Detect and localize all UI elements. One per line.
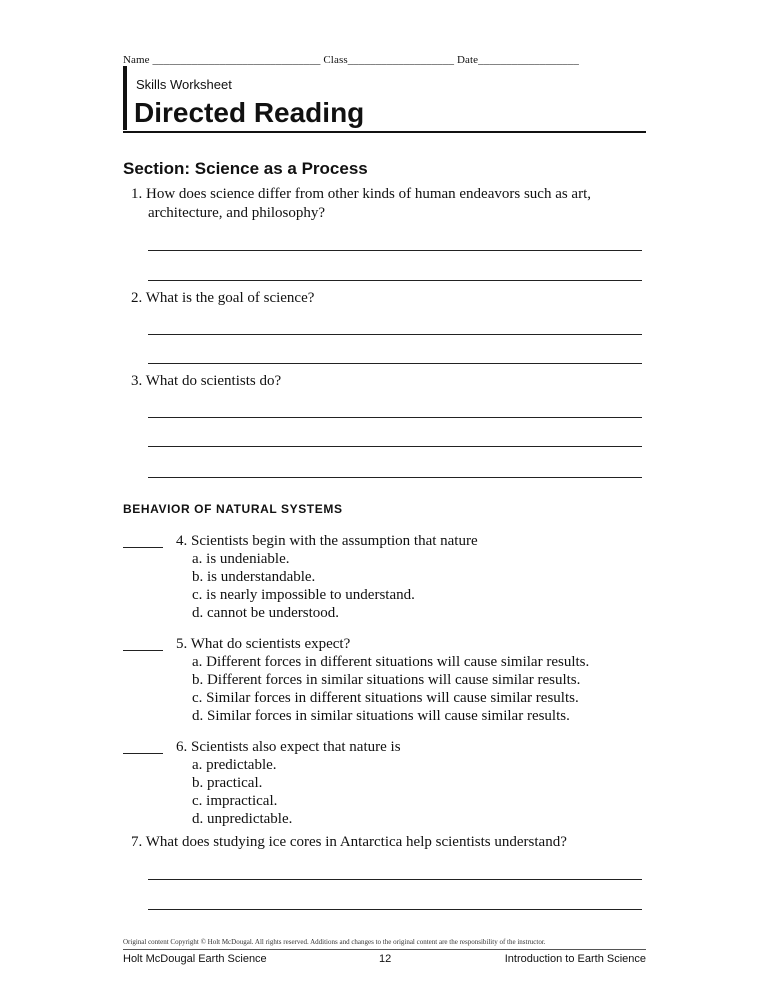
answer-line[interactable] [148, 334, 642, 335]
question-5-option-a: a. Different forces in different situations will cause similar results. [192, 654, 590, 670]
question-4-option-a: a. is undeniable. [192, 551, 290, 567]
footer-book-title: Holt McDougal Earth Science [123, 953, 267, 965]
page-title: Directed Reading [134, 97, 365, 128]
question-4-stem: 4. Scientists begin with the assumption that nature [176, 533, 478, 549]
question-5-stem: 5. What do scientists expect? [176, 636, 351, 652]
question-5-option-d: d. Similar forces in similar situations will cause similar results. [192, 708, 570, 724]
question-4-option-c: c. is nearly impossible to understand. [192, 587, 415, 603]
answer-line[interactable] [148, 909, 642, 910]
answer-blank[interactable] [123, 547, 163, 548]
answer-line[interactable] [148, 879, 642, 880]
answer-line[interactable] [148, 250, 642, 251]
question-6-stem: 6. Scientists also expect that nature is [176, 739, 401, 755]
question-6-option-b: b. practical. [192, 775, 263, 791]
worksheet-type: Skills Worksheet [136, 77, 232, 92]
question-1-line-2: architecture, and philosophy? [148, 205, 326, 221]
answer-line[interactable] [148, 477, 642, 478]
answer-blank[interactable] [123, 753, 163, 754]
question-4-option-b: b. is understandable. [192, 569, 316, 585]
answer-line[interactable] [148, 446, 642, 447]
answer-line[interactable] [148, 363, 642, 364]
question-6-option-c: c. impractical. [192, 793, 278, 809]
footer-chapter-title: Introduction to Earth Science [504, 953, 646, 965]
question-3: 3. What do scientists do? [131, 373, 282, 389]
question-4-option-d: d. cannot be understood. [192, 605, 340, 621]
subheading: BEHAVIOR OF NATURAL SYSTEMS [123, 502, 343, 516]
question-6-option-a: a. predictable. [192, 757, 277, 773]
question-6-option-d: d. unpredictable. [192, 811, 293, 827]
name-class-date-line: Name ______________________________ Class___________________ Date__________________ [123, 54, 579, 66]
question-1-line-1: 1. How does science differ from other kinds of human endeavors such as art, [131, 186, 592, 202]
section-title: Section: Science as a Process [123, 159, 368, 178]
question-2: 2. What is the goal of science? [131, 290, 315, 306]
title-rule [123, 131, 646, 133]
copyright-notice: Original content Copyright © Holt McDougal. All rights reserved. Additions and changes to the original content are the responsibility of the instructor. [123, 938, 546, 946]
footer-rule [123, 949, 646, 950]
header-bar [123, 66, 127, 130]
answer-blank[interactable] [123, 650, 163, 651]
question-5-option-b: b. Different forces in similar situations will cause similar results. [192, 672, 581, 688]
question-7: 7. What does studying ice cores in Antarctica help scientists understand? [131, 834, 567, 850]
page-number: 12 [379, 953, 392, 965]
answer-line[interactable] [148, 417, 642, 418]
answer-line[interactable] [148, 280, 642, 281]
question-5-option-c: c. Similar forces in different situations will cause similar results. [192, 690, 579, 706]
